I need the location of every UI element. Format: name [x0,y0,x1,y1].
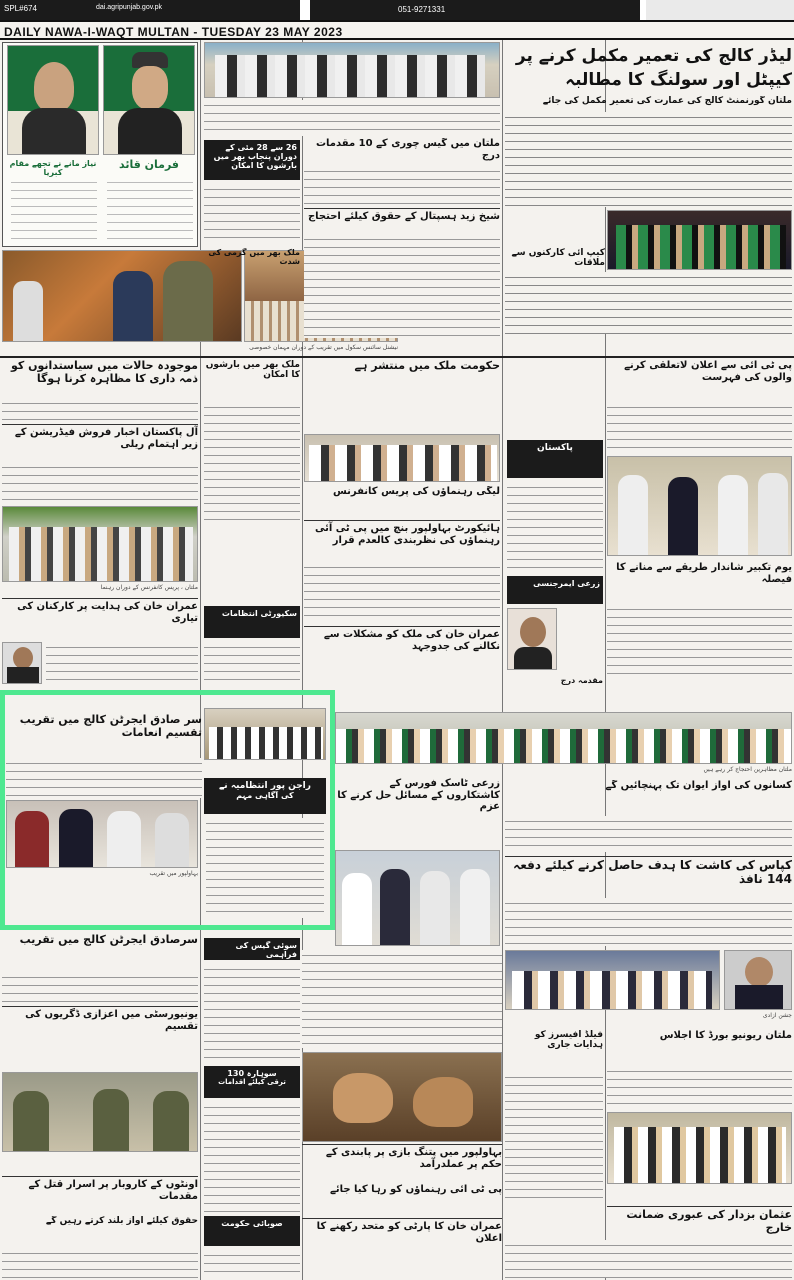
lead-body-2 [505,272,792,334]
official-portrait [724,950,792,1010]
right-body-7 [505,1240,792,1278]
left-story-4: سرصادق ایجرٹن کالج میں تقریب [19,934,198,946]
quaid-title: فرمان قائد [118,159,180,171]
right-body-1 [607,402,792,452]
center-story-7: عمران خان کی ملک کو مشکلات سے نکالنے کی جدوجہد [304,626,500,676]
center-story-6: ہائیکورٹ بہاولپور بنچ میں پی ٹی آئی رہنماؤں کی نظربندی کالعدم قرار [304,520,500,560]
highlight-side-sub: کی آگاہی مہم [236,791,294,801]
left-body-4 [2,972,198,1002]
right-story-5: ملتان ریونیو بورڈ کا اجلاس [659,1030,792,1041]
center-body-1 [304,166,500,206]
top-strip [0,0,794,22]
right-story-3: کسانوں کی آواز ایوان تک پہنچائیں گے [605,780,792,791]
small-col-body-1 [204,184,300,244]
lead-subhead-2: کیپ آئی کارکنوں سے ملاقات [511,248,605,269]
agri-logo-box [646,0,794,20]
right-body-2 [607,604,792,680]
left-body-7 [2,1248,198,1278]
col-sep [200,40,201,1280]
small-box-9 [204,938,300,960]
iqbal-verse-text [11,177,97,243]
meeting-photo [304,434,500,482]
small-box-1 [204,140,300,180]
politicians-photo [607,456,792,556]
right-story-4: کپاس کی کاشت کا ہدف حاصل کرنے کیلئے دفعہ 144 نافذ [505,856,792,896]
small-box-10-text: صوبائی حکومت [221,1219,283,1228]
left-story-7: حقوق کیلئے آواز بلند کرتے رہیں گے [45,1216,198,1226]
highlight-headline: سر صادق ایجرٹن کالج میں تقریب تقسیم انعامات [19,714,202,739]
center-body-2 [304,234,500,338]
caption-4: جشن آزادی [762,1012,792,1019]
left-story-3: عمران خان کی ہدایت پر کارکنان کی تیاری [2,598,198,638]
iqbal-title: نیاز مانے نے تجھے مقام کبریا [9,159,97,178]
small-box-1-text: 26 سے 28 مئی کے دوران پنجاب بھر میں بارشوں کا امکان [213,143,297,171]
center-body-9 [302,950,502,1048]
convocation-photo [607,210,792,270]
page-code: SPL#674 [4,4,37,13]
wildlife-photo [302,1052,502,1142]
caption-2: ملتان ، پریس کانفرنس کے دوران رہنما [100,584,198,591]
small-box-4 [507,576,603,604]
page-code-box [0,0,300,20]
small-box-2-text: ملک بھر میں گرمی کی شدت [208,248,300,267]
right-body-3 [505,816,792,852]
right-story-2: یوم تکبیر شاندار طریقے سے منانے کا فیصلہ [616,562,792,585]
rally-photo [2,506,198,582]
band-rule [0,356,794,358]
center-top-text [204,100,500,136]
group-photo-top [204,42,500,98]
left-story-1: موجودہ حالات میں سیاستدانوں کو ذمہ داری کا مظاہرہ کرنا ہوگا [10,360,198,385]
lead-headline: لیڈر کالج کی تعمیر مکمل کرنے پر کیپٹل اور سولنگ کا مطالبہ [515,46,792,90]
small-portrait-left [2,642,42,684]
quaid-quote-text [107,177,193,243]
highlight-body [6,758,202,798]
masthead-date: DAILY NAWA-I-WAQT MULTAN - TUESDAY 23 MAY 2023 [4,25,343,39]
small-col-body-11 [204,1102,300,1212]
right-body-4 [505,898,792,946]
contact-box [310,0,640,20]
right-story-1: پی ٹی آئی سے اعلان لاتعلقی کرنے والوں کی فہرست [624,360,792,383]
agri-site: dai.agripunjab.gov.pk [96,4,163,11]
small-box-5: مقدمہ درج [560,676,603,685]
center-story-10: پی ٹی آئی رہنماؤں کو رہا کیا جائے [329,1184,502,1195]
lead-subhead-1: ملتان گورنمنٹ کالج کی عمارت کی تعمیر مکمل کی جائے [542,96,792,106]
founders-panel [2,42,198,247]
left-body-3 [46,642,198,686]
caption-5: ملتان مظاہرین احتجاج کر رہے ہیں [703,766,792,773]
center-story-3: ملک بھر میں بارشوں کا امکان [205,360,300,381]
center-story-8: زرعی ٹاسک فورس کے کاشتکاروں کے مسائل حل کرنے کا عزم [337,778,500,812]
lead-body [505,112,792,207]
highlight-side-body [206,818,324,918]
center-body-3 [204,402,300,522]
ceremony-photo [607,1112,792,1184]
contact-number: 051-9271331 [398,5,446,14]
left-story-5: یونیورسٹی میں اعزازی ڈگریوں کی تقسیم [2,1006,198,1038]
right-body-6 [505,1072,603,1202]
center-story-9: بہاولپور میں پتنگ بازی پر پابندی کے حکم پر عملدرآمد [302,1144,502,1180]
left-body-1 [2,398,198,420]
highlight-photo [6,800,198,868]
small-box-6-text: سکیورٹی انتظامات [221,609,297,618]
quaid-portrait [103,45,195,155]
police-photo [2,1072,198,1152]
small-box-4-text: زرعی ایمرجنسی [533,579,600,588]
small-col-body-10 [204,1250,300,1278]
small-box-12-text: ترقی کیلئے اقدامات [218,1078,286,1087]
left-story-6: اونٹوں کے کاروبار پر اسرار قتل کے مقدمات [2,1176,198,1212]
masthead-line [0,24,794,40]
small-box-11-text: سوہارہ 130 [227,1069,277,1078]
iqbal-portrait [7,45,99,155]
small-box-10 [204,1216,300,1246]
highlight-side-box [204,778,326,814]
small-col-body-9 [204,964,300,1060]
center-story-2: شیخ زید ہسپتال کے حقوق کیلئے احتجاج [304,208,500,232]
small-col-body-3 [507,482,603,572]
farmers-photo [335,850,500,946]
col-sep [502,40,503,1280]
small-box-3 [507,440,603,478]
center-story-11: عمران خان کا پارٹی کو متحد رکھنے کا اعلان [302,1218,502,1258]
center-story-4: حکومت ملک میں منتشر ہے [354,360,500,372]
small-box-6 [204,606,300,638]
left-body-2 [2,462,198,502]
right-body-5 [607,1066,792,1110]
small-box-3-text: پاکستان [537,443,573,453]
center-story-5: لیگی رہنماؤں کی پریس کانفرنس [332,486,500,497]
right-story-6: فیلڈ آفیسرز کو ہدایات جاری [534,1030,603,1051]
center-story-1: ملتان میں گیس چوری کے 10 مقدمات درج [315,138,500,161]
small-col-body-6 [204,642,300,686]
caption-1: نیشنل سائنس سکول میں تقریب کے دوران مہمان خصوصی [249,344,398,351]
highlight-side-title: راجن پور انتظامیہ نے [219,781,311,791]
officials-meeting-photo [505,950,720,1010]
caption-3: بہاولپور میں تقریب [149,870,198,877]
portrait-man [507,608,557,670]
protest-strip [335,712,792,764]
small-box-9-text: سوئی گیس کی فراہمی [235,941,297,960]
small-box-11 [204,1066,300,1098]
center-body-6 [304,562,500,622]
highlight-small-photo [204,708,326,760]
right-story-7: عثمان بزدار کی عبوری ضمانت خارج [607,1206,792,1236]
col-sep [605,40,606,1280]
left-story-2: آل پاکستان اخبار فروش فیڈریشن کے زیر اہتمام ریلی [2,424,198,460]
